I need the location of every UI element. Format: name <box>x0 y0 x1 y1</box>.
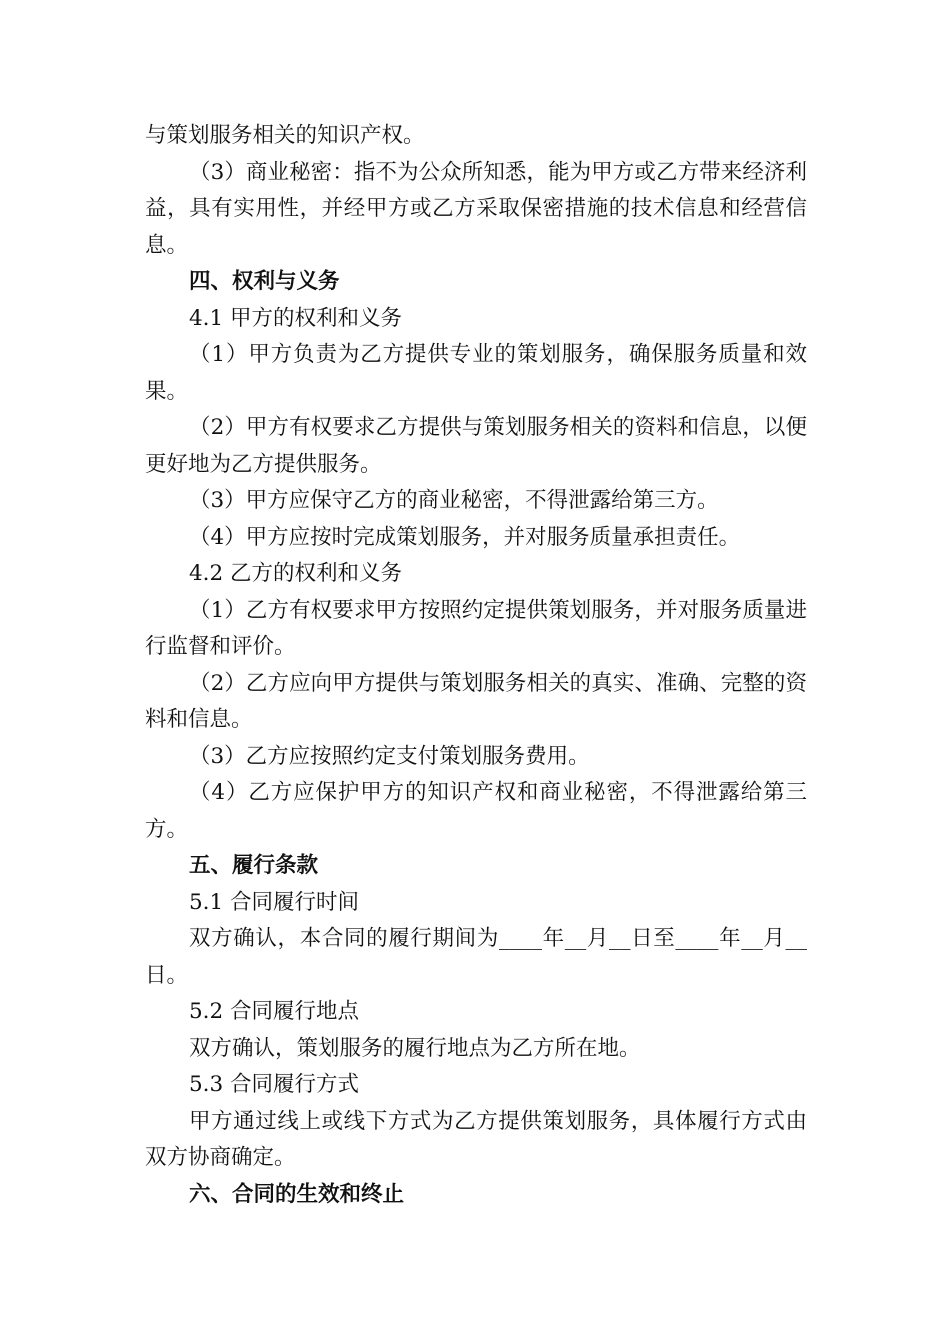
clause-party-a-2: （2）甲方有权要求乙方提供与策划服务相关的资料和信息，以便更好地为乙方提供服务。 <box>145 415 807 477</box>
clause-performance-place: 双方确认，策划服务的履行地点为乙方所在地。 <box>189 1035 641 1061</box>
clause-party-b-1: （1）乙方有权要求甲方按照约定提供策划服务，并对服务质量进行监督和评价。 <box>145 597 807 659</box>
clause-performance-method: 甲方通过线上或线下方式为乙方提供策划服务，具体履行方式由双方协商确定。 <box>145 1108 807 1170</box>
clause-party-b-2: （2）乙方应向甲方提供与策划服务相关的真实、准确、完整的资料和信息。 <box>145 670 807 732</box>
subsection-title-party-b: 4.2 乙方的权利和义务 <box>189 561 403 586</box>
subsection-title-performance-place: 5.2 合同履行地点 <box>189 999 360 1024</box>
clause-party-b-3: （3）乙方应按照约定支付策划服务费用。 <box>189 743 590 769</box>
subsection-title-performance-time: 5.1 合同履行时间 <box>189 889 360 915</box>
paragraph-ip-continuation: 与策划服务相关的知识产权。 <box>145 123 425 148</box>
section-heading-effect-termination: 六、合同的生效和终止 <box>189 1181 405 1207</box>
subsection-title-party-a: 4.1 甲方的权利和义务 <box>189 305 403 331</box>
clause-performance-time: 双方确认，本合同的履行期间为____年__月__日至____年__月__日。 <box>145 926 807 988</box>
subsection-title-performance-method: 5.3 合同履行方式 <box>189 1072 360 1097</box>
clause-party-a-1: （1）甲方负责为乙方提供专业的策划服务，确保服务质量和效果。 <box>145 342 807 404</box>
document-body <box>145 118 807 1213</box>
section-heading-performance: 五、履行条款 <box>189 853 319 878</box>
paragraph-trade-secret-definition: （3）商业秘密：指不为公众所知悉，能为甲方或乙方带来经济利益，具有实用性，并经甲方或乙方采取保密措施的技术信息和经营信息。 <box>145 159 807 258</box>
clause-party-b-4: （4）乙方应保护甲方的知识产权和商业秘密，不得泄露给第三方。 <box>145 780 807 842</box>
clause-party-a-3: （3）甲方应保守乙方的商业秘密，不得泄露给第三方。 <box>189 488 719 513</box>
section-heading-rights-obligations: 四、权利与义务 <box>189 269 340 294</box>
clause-party-a-4: （4）甲方应按时完成策划服务，并对服务质量承担责任。 <box>189 524 741 550</box>
